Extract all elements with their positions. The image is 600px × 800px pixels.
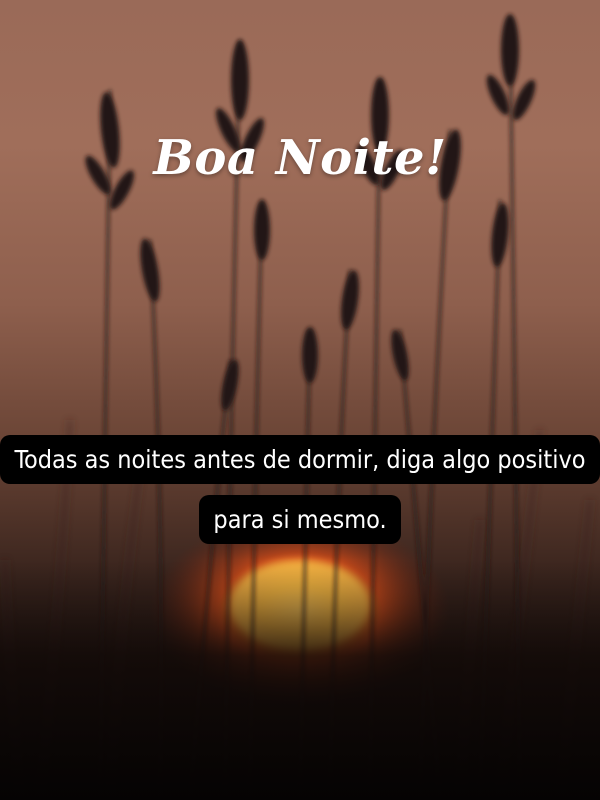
quote-caption bbox=[0, 430, 600, 550]
greeting-headline: Boa Noite! bbox=[153, 130, 447, 186]
quote-text: Todas as noites antes de dormir, diga algo positivo para si mesmo. bbox=[0, 435, 599, 544]
seed-heads bbox=[81, 14, 540, 412]
ground-shadow bbox=[0, 560, 600, 800]
